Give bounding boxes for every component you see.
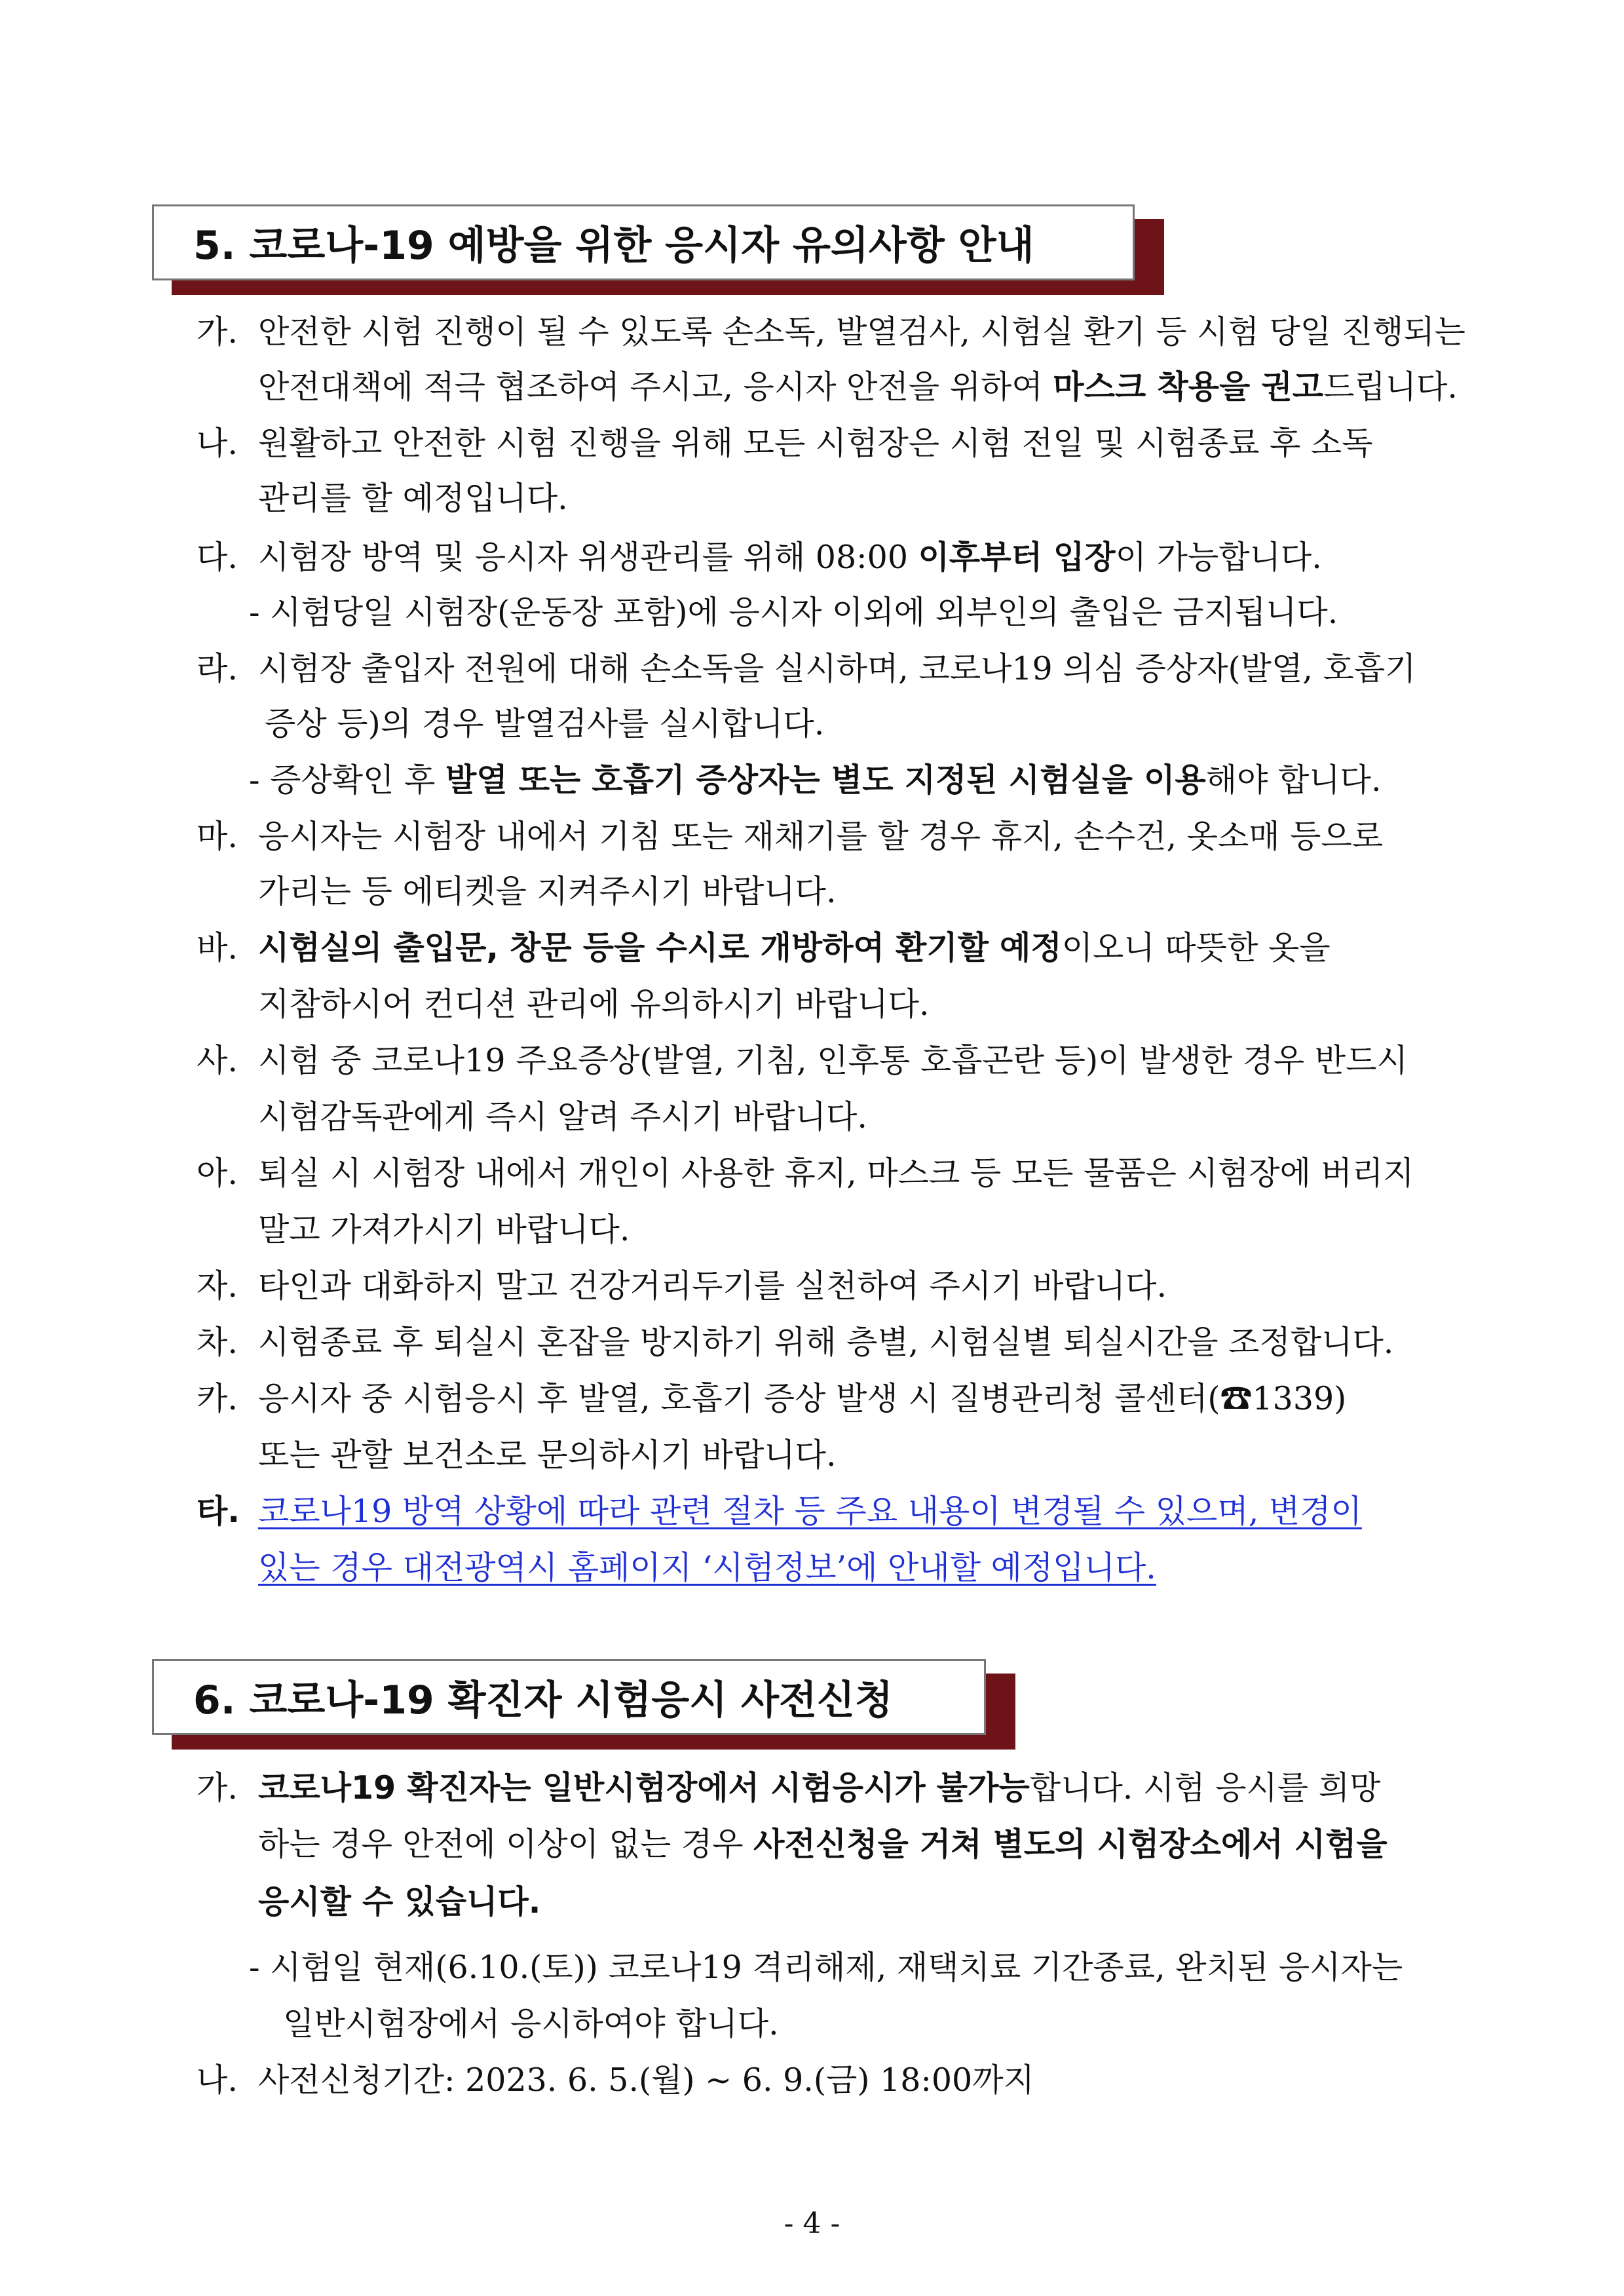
item-ga-line-2 <box>258 368 1458 406</box>
section-5-heading <box>152 204 1164 295</box>
item-ta-line-2 <box>258 1549 1156 1586</box>
s6-item-na-line-1 <box>197 2061 1034 2099</box>
notice-link-text[interactable]: 코로나19 방역 상황에 따라 관련 절차 등 주요 내용이 변경될 수 있으며, 변경이 <box>258 1493 1362 1530</box>
item-da-sub <box>249 594 1338 631</box>
item-emphasis: 사전신청을 거쳐 별도의 시험장소에서 시험을 <box>753 1826 1388 1863</box>
item-marker: 나. <box>197 425 238 462</box>
item-a-line-1 <box>197 1155 1414 1192</box>
item-subtext: - 시험당일 시험장(운동장 포함)에 응시자 이외에 외부인의 출입은 금지됩니다. <box>249 594 1338 631</box>
item-marker: 라. <box>197 650 238 687</box>
s6-item-ga-line-3 <box>258 1883 541 1921</box>
item-marker: 마. <box>197 818 238 855</box>
page-number: - 4 - <box>784 2207 840 2240</box>
item-marker: 아. <box>197 1155 238 1192</box>
s6-item-ga-sub-2 <box>283 2005 779 2042</box>
section-6-title: 6. 코로나-19 확진자 시험응시 사전신청 <box>193 1677 893 1723</box>
item-marker: 자. <box>197 1267 238 1305</box>
item-emphasis: 발열 또는 호흡기 증상자는 별도 지정된 시험실을 이용 <box>445 761 1206 799</box>
item-ta-line-1 <box>197 1493 1362 1530</box>
item-marker: 가. <box>197 313 238 351</box>
item-da-line-1 <box>197 539 1322 576</box>
item-text: 또는 관할 보건소로 문의하시기 바랍니다. <box>258 1436 837 1474</box>
item-ma-line-1 <box>197 818 1384 855</box>
item-text: 원활하고 안전한 시험 진행을 위해 모든 시험장은 시험 전일 및 시험종료 후 소독 <box>258 425 1373 462</box>
item-text: 시험 중 코로나19 주요증상(발열, 기침, 인후통 호흡곤란 등)이 발생한 경우 반드시 <box>258 1042 1408 1079</box>
item-ka-line-1 <box>197 1380 1347 1417</box>
item-marker: 타. <box>197 1493 240 1530</box>
item-marker: 차. <box>197 1324 238 1361</box>
item-text: 이오니 따뜻한 옷을 <box>1061 929 1331 966</box>
item-marker: 나. <box>197 2061 238 2099</box>
item-text: 시험감독관에게 즉시 알려 주시기 바랍니다. <box>258 1098 867 1136</box>
item-text: 드립니다. <box>1323 368 1458 406</box>
item-text: : 2023. 6. 5.(월) ~ 6. 9.(금) 18:00까지 <box>444 2061 1034 2099</box>
item-text: 관리를 할 예정입니다. <box>258 480 568 517</box>
item-text: 응시자 중 시험응시 후 발열, 호흡기 증상 발생 시 질병관리청 콜센터(☎1339) <box>258 1380 1347 1417</box>
item-sa-line-1 <box>197 1044 1408 1077</box>
item-ra-sub <box>249 761 1382 799</box>
item-sa-line-2 <box>258 1098 867 1136</box>
item-cha-line-1 <box>197 1324 1394 1361</box>
item-subtext: 일반시험장에서 응시하여야 합니다. <box>283 2005 779 2042</box>
item-ba-line-2 <box>258 985 930 1023</box>
item-marker: 사. <box>197 1042 238 1079</box>
item-text: 안전한 시험 진행이 될 수 있도록 손소독, 발열검사, 시험실 환기 등 시험 당일 진행되는 <box>258 313 1465 351</box>
item-subtext: - 시험일 현재(6.10.(토)) 코로나19 격리해제, 재택치료 기간종료, 완치된 응시자는 <box>249 1949 1403 1986</box>
s6-item-ga-line-1 <box>197 1769 1381 1807</box>
item-subtext: - 증상확인 후 <box>249 761 445 799</box>
item-ma-line-2 <box>258 875 837 908</box>
item-text: 가리는 등 에티켓을 지켜주시기 바랍니다. <box>258 873 837 910</box>
item-a-line-2 <box>258 1211 630 1248</box>
item-text: 시험장 출입자 전원에 대해 손소독을 실시하며, 코로나19 의심 증상자(발열, 호흡기 <box>258 650 1416 687</box>
item-text: 타인과 대화하지 말고 건강거리두기를 실천하여 주시기 바랍니다. <box>258 1267 1167 1305</box>
item-ba-line-1 <box>197 929 1331 966</box>
item-text: 합니다. 시험 응시를 희망 <box>1029 1769 1381 1807</box>
item-marker: 바. <box>197 929 238 966</box>
heading-box <box>152 204 1135 280</box>
s6-item-ga-sub-1 <box>249 1949 1403 1986</box>
item-emphasis: 이후부터 입장 <box>918 539 1116 576</box>
notice-link-text[interactable]: 있는 경우 대전광역시 홈페이지 ‘시험정보’에 안내할 예정입니다. <box>258 1549 1156 1586</box>
item-ra-line-1 <box>197 650 1416 687</box>
item-emphasis: 시험실의 출입문, 창문 등을 수시로 개방하여 환기할 예정 <box>258 929 1062 966</box>
item-text: 시험장 방역 및 응시자 위생관리를 위해 08:00 <box>258 539 918 576</box>
item-text: 퇴실 시 시험장 내에서 개인이 사용한 휴지, 마스크 등 모든 물품은 시험장에 버리지 <box>258 1155 1414 1192</box>
item-emphasis: 응시할 수 있습니다. <box>258 1883 541 1921</box>
item-emphasis: 코로나19 확진자는 일반시험장에서 시험응시가 불가능 <box>258 1769 1030 1807</box>
item-text: 하는 경우 안전에 이상이 없는 경우 <box>258 1826 754 1863</box>
item-label: 사전신청기간 <box>258 2061 445 2099</box>
item-ja-line-1 <box>197 1267 1167 1305</box>
item-marker: 카. <box>197 1380 238 1417</box>
item-text: 말고 가져가시기 바랍니다. <box>258 1211 630 1248</box>
item-marker: 다. <box>197 539 238 576</box>
item-text: 안전대책에 적극 협조하여 주시고, 응시자 안전을 위하여 <box>258 368 1053 406</box>
item-text: 응시자는 시험장 내에서 기침 또는 재채기를 할 경우 휴지, 손수건, 옷소매 등으로 <box>258 818 1384 855</box>
section-5-title: 5. 코로나-19 예방을 위한 응시자 유의사항 안내 <box>193 223 1034 269</box>
item-text: 시험종료 후 퇴실시 혼잡을 방지하기 위해 층별, 시험실별 퇴실시간을 조정합니다. <box>258 1324 1394 1361</box>
item-subtext: 해야 합니다. <box>1205 761 1382 799</box>
item-na-line-1 <box>197 425 1373 462</box>
item-marker: 가. <box>197 1769 238 1807</box>
item-text: 지참하시어 컨디션 관리에 유의하시기 바랍니다. <box>258 985 930 1023</box>
item-ra-line-2 <box>265 705 825 742</box>
item-text: 이 가능합니다. <box>1115 539 1322 576</box>
s6-item-ga-line-2 <box>258 1826 1388 1863</box>
item-emphasis: 마스크 착용을 권고 <box>1053 368 1324 406</box>
item-ga-line-1 <box>197 313 1465 351</box>
heading-box <box>152 1659 986 1735</box>
item-ka-line-2 <box>258 1436 837 1474</box>
item-na-line-2 <box>258 480 568 517</box>
section-6-heading <box>152 1659 1015 1750</box>
item-text: 증상 등)의 경우 발열검사를 실시합니다. <box>265 705 825 742</box>
